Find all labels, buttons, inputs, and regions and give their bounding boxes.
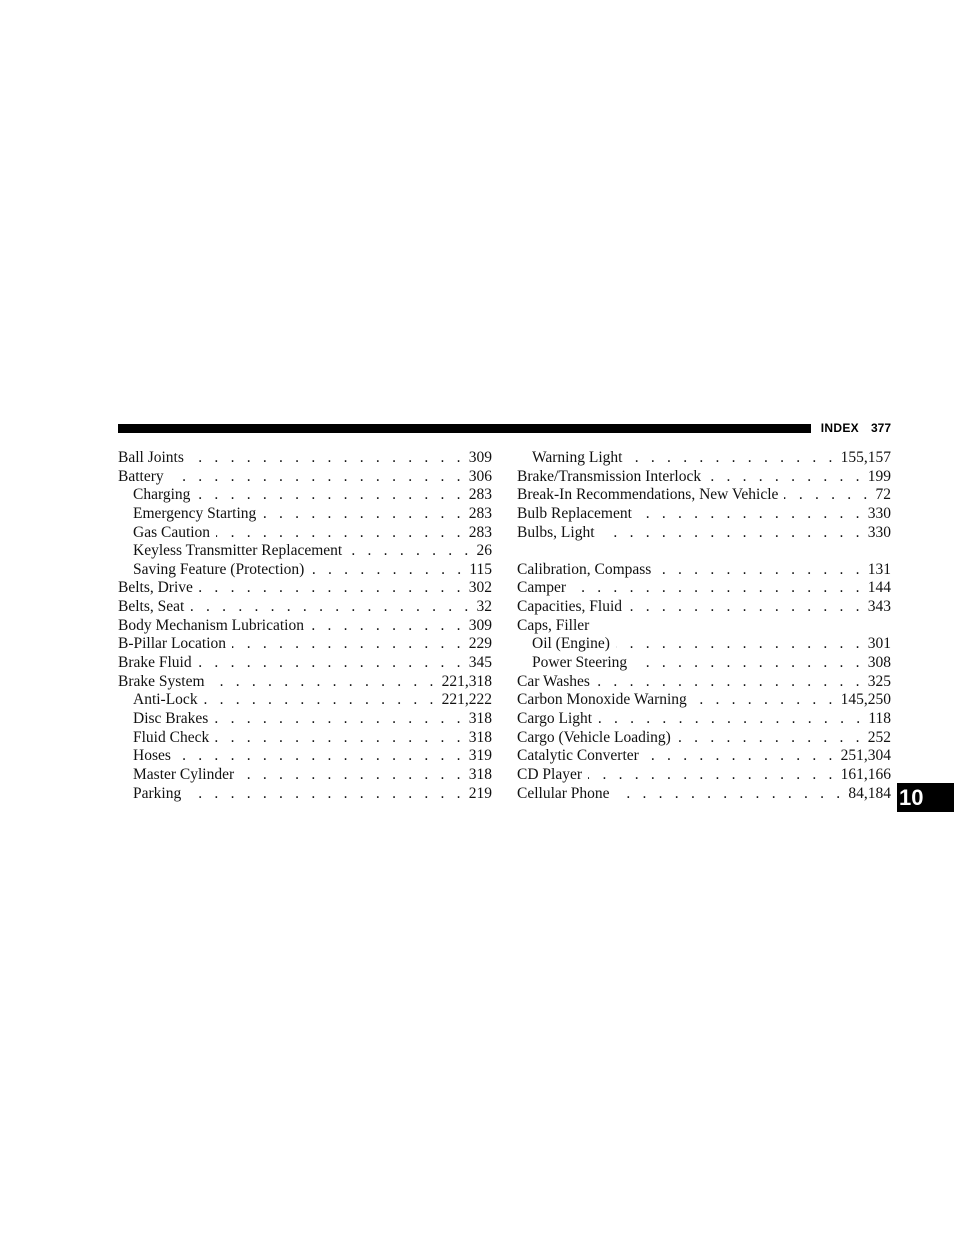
entry-pages: 343 xyxy=(867,598,891,616)
entry-pages: 309 xyxy=(468,449,492,466)
entry-term: Gas Caution xyxy=(133,523,211,541)
dot-leader xyxy=(262,505,464,524)
index-subentry xyxy=(118,691,492,710)
entry-pages: 251,304 xyxy=(840,747,891,765)
running-header xyxy=(811,420,891,436)
dot-leader xyxy=(707,468,864,487)
entry-pages: 306 xyxy=(468,467,492,485)
entry-term: Break-In Recommendations, New Vehicle xyxy=(517,486,779,504)
index-entry xyxy=(517,710,891,729)
dot-leader xyxy=(310,617,465,636)
index-column-right xyxy=(517,449,891,803)
entry-pages: 145,250 xyxy=(840,691,891,709)
index-subentry xyxy=(517,449,891,468)
entry-term: CD Player xyxy=(517,765,583,783)
entry-term: Emergency Starting xyxy=(133,504,257,522)
dot-leader xyxy=(196,486,464,505)
dot-leader xyxy=(211,673,438,692)
index-subentry xyxy=(118,486,492,505)
index-entry xyxy=(118,579,492,598)
entry-pages: 302 xyxy=(468,579,492,597)
section-label: INDEX xyxy=(820,421,859,435)
dot-leader xyxy=(628,598,864,617)
entry-term: Saving Feature (Protection) xyxy=(133,560,305,578)
entry-pages: 84,184 xyxy=(848,784,891,802)
entry-pages: 301 xyxy=(867,635,891,653)
dot-leader xyxy=(170,468,465,487)
entry-term: Power Steering xyxy=(532,654,628,672)
entry-pages: 32 xyxy=(476,598,492,616)
index-entry xyxy=(517,561,891,580)
entry-term: Master Cylinder xyxy=(133,765,235,783)
index-column-left xyxy=(118,449,492,803)
dot-leader xyxy=(638,505,864,524)
dot-leader xyxy=(598,710,864,729)
index-entry xyxy=(118,617,492,636)
index-subentry xyxy=(118,785,492,804)
entry-term: Carbon Monoxide Warning xyxy=(517,691,687,709)
entry-term: Hoses xyxy=(133,747,171,765)
index-entry xyxy=(517,729,891,748)
entry-term: Belts, Drive xyxy=(118,579,193,597)
dot-leader xyxy=(204,691,438,710)
entry-pages: 308 xyxy=(867,654,891,672)
entry-term: Belts, Seat xyxy=(118,598,185,616)
index-entry xyxy=(118,468,492,487)
dot-leader xyxy=(601,524,864,543)
dot-leader xyxy=(616,785,845,804)
entry-term: Battery xyxy=(118,467,164,485)
entry-term: Car Washes xyxy=(517,672,590,690)
index-entry xyxy=(118,449,492,468)
dot-leader xyxy=(240,766,465,785)
dot-leader xyxy=(232,635,465,654)
entry-term: Cargo (Vehicle Loading) xyxy=(517,728,671,746)
dot-leader xyxy=(657,561,863,580)
entry-pages: 221,222 xyxy=(441,691,492,709)
entry-term: B-Pillar Location xyxy=(118,635,227,653)
dot-leader xyxy=(677,729,864,748)
index-entry xyxy=(517,617,891,636)
dot-leader xyxy=(348,542,472,561)
index-subentry xyxy=(118,766,492,785)
dot-leader xyxy=(198,654,465,673)
index-subentry xyxy=(118,505,492,524)
entry-term: Capacities, Fluid xyxy=(517,598,623,616)
dot-leader xyxy=(784,486,871,505)
entry-pages: 283 xyxy=(468,523,492,541)
index-subentry xyxy=(118,747,492,766)
entry-pages: 118 xyxy=(868,709,891,727)
entry-term: Catalytic Converter xyxy=(517,747,639,765)
entry-pages: 155,157 xyxy=(840,449,891,466)
dot-leader xyxy=(216,524,465,543)
entry-pages: 26 xyxy=(476,542,492,560)
entry-pages: 283 xyxy=(468,504,492,522)
entry-pages: 318 xyxy=(468,728,492,746)
entry-pages: 283 xyxy=(468,486,492,504)
dot-leader xyxy=(616,635,864,654)
entry-term: Bulb Replacement xyxy=(517,504,632,522)
index-entry xyxy=(517,673,891,692)
page-number: 377 xyxy=(870,421,891,435)
entry-term: Warning Light xyxy=(532,449,623,466)
entry-pages: 199 xyxy=(867,467,891,485)
index-entry xyxy=(517,579,891,598)
entry-pages: 325 xyxy=(867,672,891,690)
index-entry xyxy=(517,524,891,543)
entry-pages: 221,318 xyxy=(441,672,492,690)
entry-pages: 345 xyxy=(468,654,492,672)
dot-leader xyxy=(633,654,864,673)
entry-term: Calibration, Compass xyxy=(517,560,652,578)
dot-leader xyxy=(190,598,472,617)
dot-leader xyxy=(215,729,465,748)
entry-term: Disc Brakes xyxy=(133,709,209,727)
dot-leader xyxy=(187,785,465,804)
dot-leader xyxy=(645,747,837,766)
entry-term: Oil (Engine) xyxy=(532,635,610,653)
entry-pages: 72 xyxy=(875,486,891,504)
dot-leader xyxy=(596,673,864,692)
entry-term: Anti-Lock xyxy=(133,691,198,709)
entry-term: Charging xyxy=(133,486,191,504)
index-subentry xyxy=(118,542,492,561)
chapter-tab: 10 xyxy=(897,783,954,812)
entry-pages: 318 xyxy=(468,709,492,727)
entry-pages: 115 xyxy=(469,560,492,578)
entry-term: Keyless Transmitter Replacement xyxy=(133,542,343,560)
dot-leader xyxy=(588,766,837,785)
index-entry xyxy=(517,747,891,766)
index-entry xyxy=(517,598,891,617)
entry-term: Brake System xyxy=(118,672,205,690)
entry-term: Brake/Transmission Interlock xyxy=(517,467,702,485)
index-entry xyxy=(118,654,492,673)
index-entry xyxy=(118,673,492,692)
index-subentry xyxy=(118,524,492,543)
index-entry xyxy=(118,598,492,617)
index-subentry xyxy=(517,654,891,673)
dot-leader xyxy=(628,449,836,468)
index-subentry xyxy=(118,729,492,748)
index-entry xyxy=(517,505,891,524)
entry-pages: 161,166 xyxy=(840,765,891,783)
index-entry xyxy=(517,542,891,561)
dot-leader xyxy=(190,449,465,468)
entry-pages: 229 xyxy=(468,635,492,653)
entry-term: Fluid Check xyxy=(133,728,210,746)
entry-pages: 252 xyxy=(867,728,891,746)
entry-term: Parking xyxy=(133,784,182,802)
index-entry xyxy=(517,785,891,804)
dot-leader xyxy=(177,747,465,766)
entry-term: Bulbs, Light xyxy=(517,523,595,541)
dot-leader xyxy=(572,579,864,598)
dot-leader xyxy=(310,561,465,580)
entry-term: Brake Fluid xyxy=(118,654,192,672)
entry-term: Camper xyxy=(517,579,567,597)
index-subentry xyxy=(118,561,492,580)
entry-pages: 309 xyxy=(468,616,492,634)
index-entry xyxy=(517,766,891,785)
index-entry xyxy=(517,486,891,505)
index-entry xyxy=(517,691,891,710)
dot-leader xyxy=(214,710,464,729)
entry-pages: 131 xyxy=(867,560,891,578)
index-subentry xyxy=(118,710,492,729)
index-entry xyxy=(118,635,492,654)
entry-term: Caps, Filler xyxy=(517,616,590,634)
entry-pages: 318 xyxy=(468,765,492,783)
entry-term: Cellular Phone xyxy=(517,784,610,802)
entry-pages: 219 xyxy=(468,784,492,802)
entry-pages: 330 xyxy=(867,504,891,522)
dot-leader xyxy=(693,691,837,710)
index-entry xyxy=(517,468,891,487)
entry-pages: 330 xyxy=(867,523,891,541)
entry-term: Body Mechanism Lubrication xyxy=(118,616,304,634)
entry-pages: 319 xyxy=(468,747,492,765)
header-rule xyxy=(118,424,811,433)
entry-pages: 144 xyxy=(867,579,891,597)
entry-term: Ball Joints xyxy=(118,449,184,466)
dot-leader xyxy=(199,579,465,598)
entry-term: Cargo Light xyxy=(517,709,593,727)
index-subentry xyxy=(517,635,891,654)
